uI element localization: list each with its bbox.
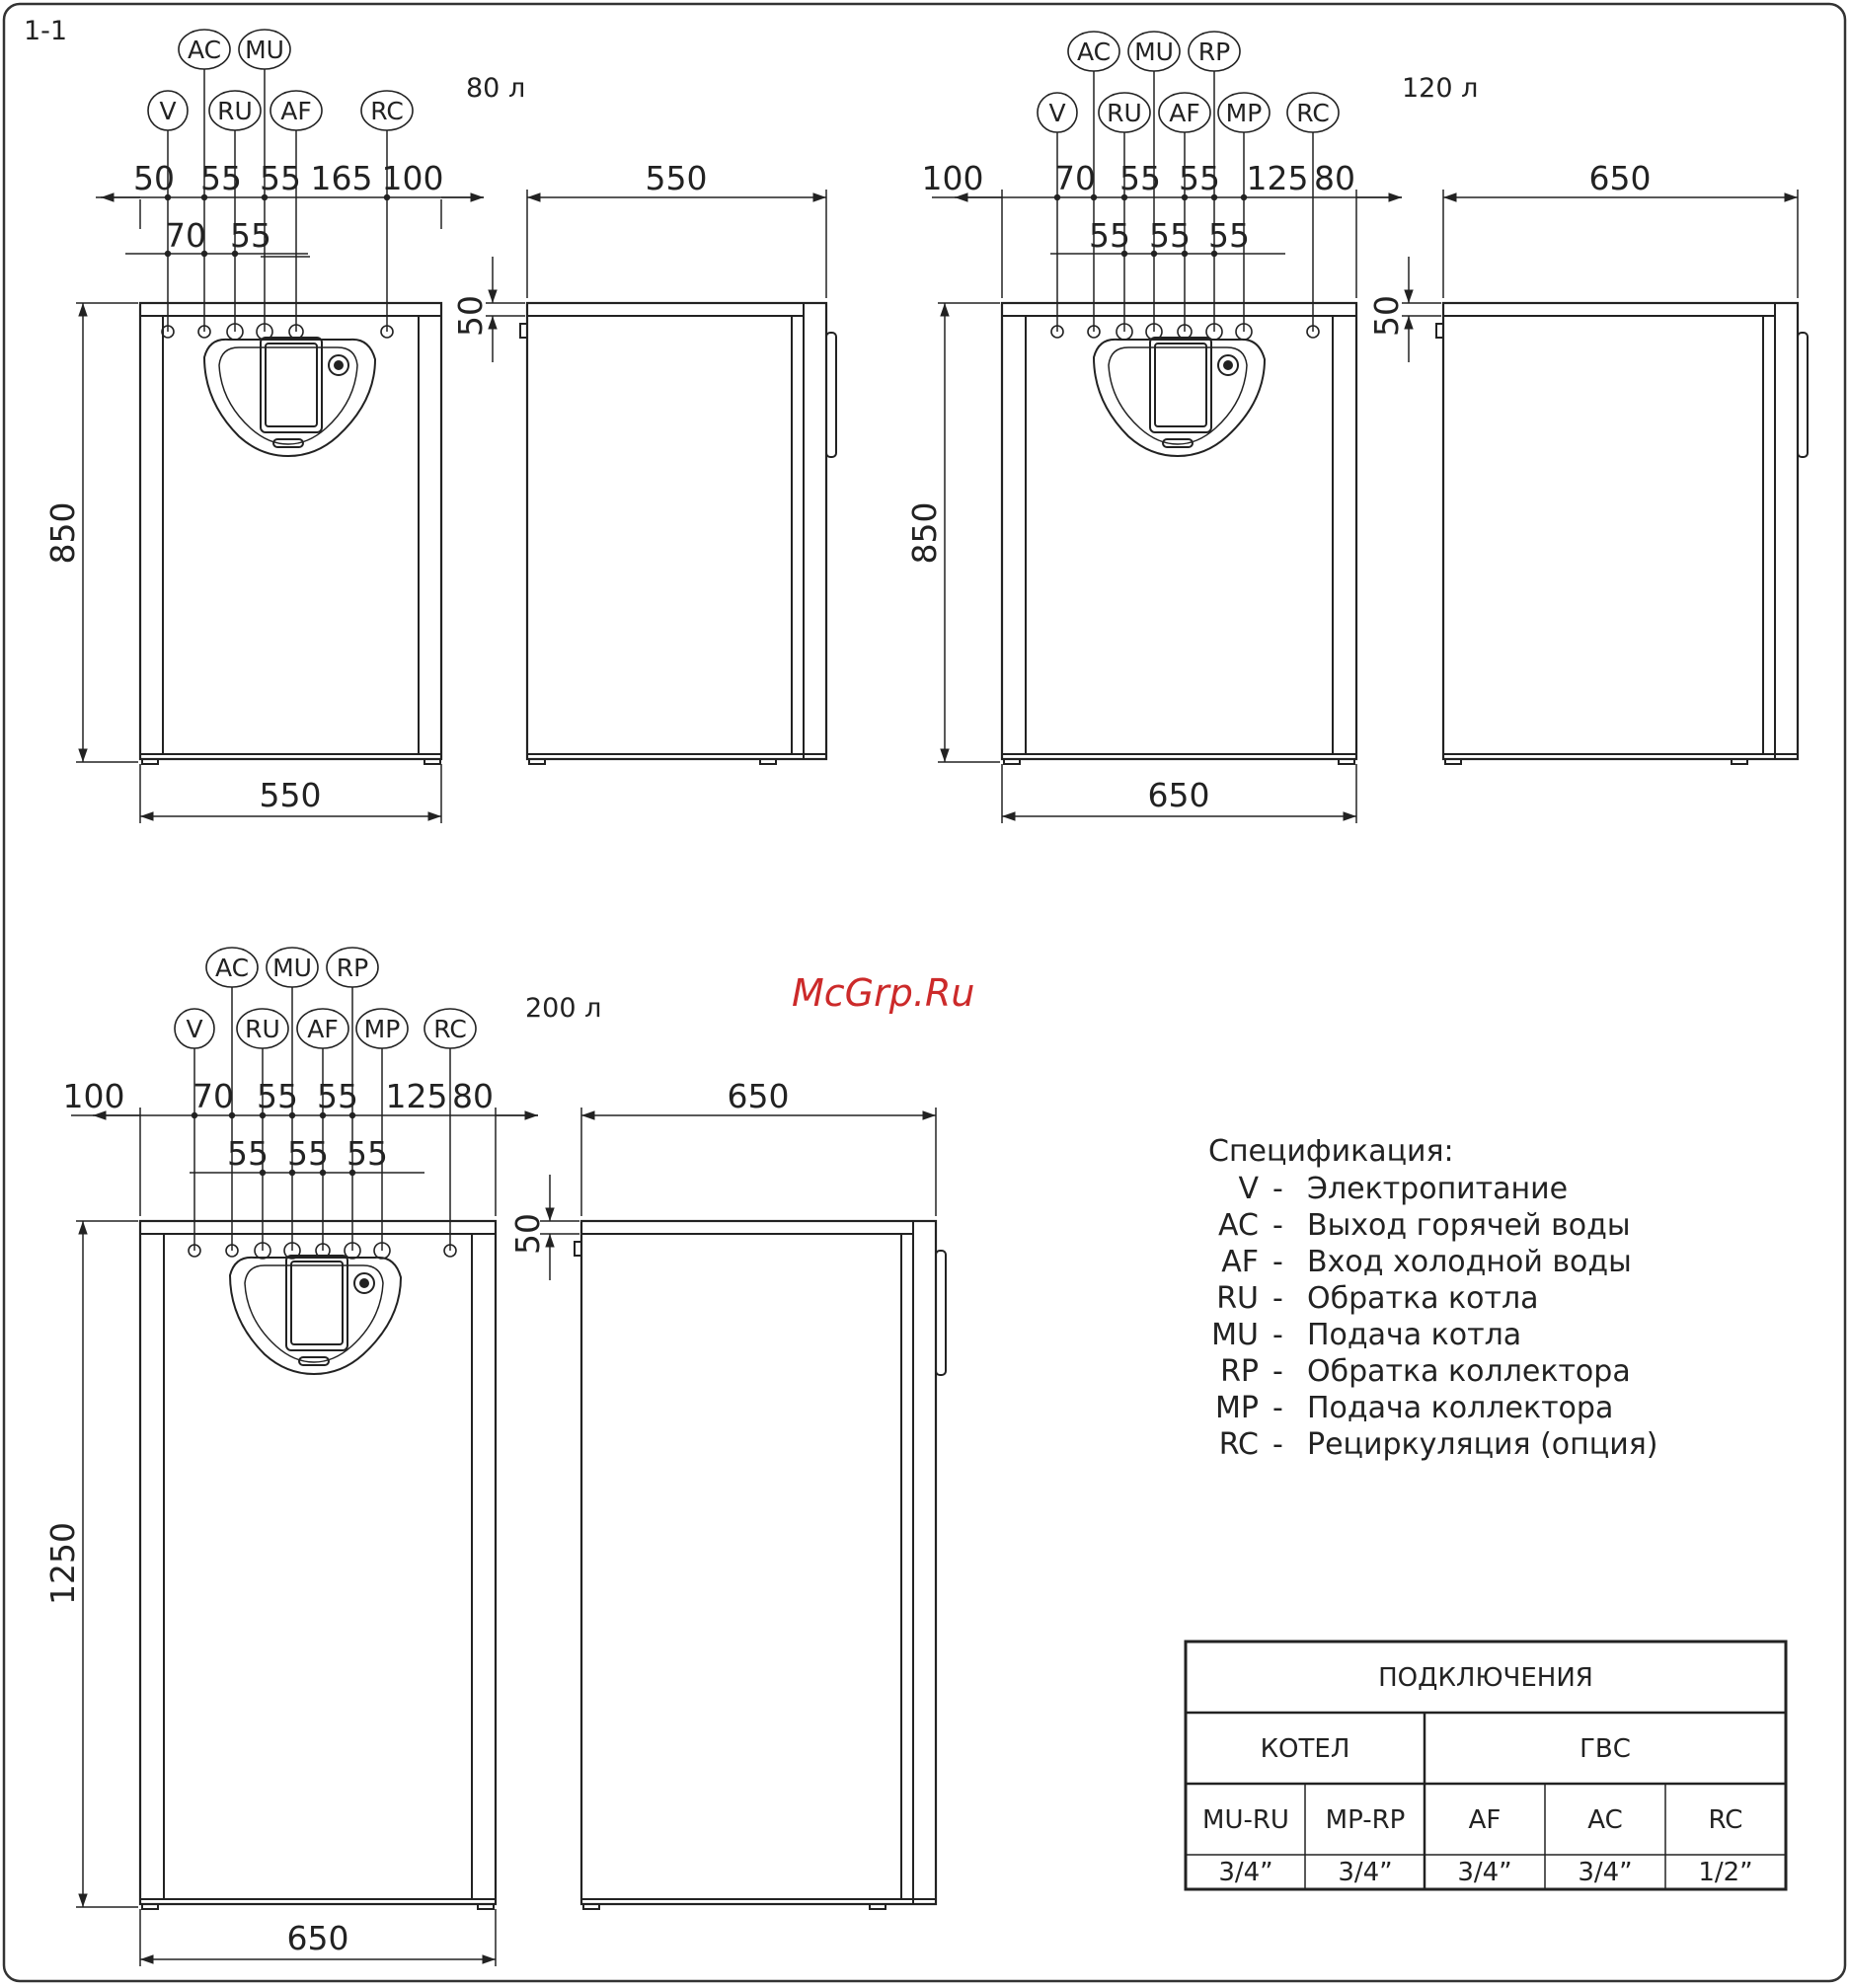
- spec-dash: -: [1272, 1391, 1283, 1425]
- dim-text: 55: [1208, 216, 1250, 255]
- dim-width: 650: [286, 1919, 349, 1957]
- dim-text: 55: [1119, 159, 1161, 197]
- table-group-boiler: КОТЕЛ: [1260, 1734, 1350, 1764]
- dim-width: 550: [259, 776, 322, 814]
- height-dimension: [76, 303, 138, 762]
- boiler-side: [520, 303, 836, 764]
- dim-depth: 650: [1588, 159, 1652, 197]
- conn-label-rp: RP: [336, 954, 369, 982]
- table-cell: 1/2”: [1698, 1858, 1753, 1887]
- boiler-front: [1002, 303, 1356, 764]
- dim-text: 55: [227, 1134, 269, 1173]
- conn-label-af: AF: [280, 97, 312, 125]
- dim-text: 100: [62, 1077, 125, 1115]
- dim-height: 1250: [43, 1522, 82, 1605]
- spec-code: RU: [1216, 1281, 1259, 1316]
- table-header: MU-RU: [1202, 1805, 1289, 1835]
- dim-text: 70: [193, 1077, 234, 1115]
- dim-text: 55: [317, 1077, 358, 1115]
- spec-desc: Вход холодной воды: [1307, 1245, 1632, 1279]
- spec-dash: -: [1272, 1427, 1283, 1462]
- dim-depth: 550: [645, 159, 708, 197]
- spec-item: [1211, 1318, 1521, 1352]
- spec-desc: Обратка котла: [1307, 1281, 1539, 1316]
- conn-label-ru: RU: [217, 97, 253, 125]
- conn-label-rc: RC: [370, 97, 404, 125]
- conn-label-af: AF: [1169, 99, 1200, 127]
- dim-text: 50: [133, 159, 175, 197]
- conn-label-ru: RU: [245, 1015, 280, 1043]
- dim-text: 55: [1149, 216, 1191, 255]
- conn-label-rc: RC: [433, 1015, 467, 1043]
- dim-text: 125: [385, 1077, 448, 1115]
- conn-label-ru: RU: [1107, 99, 1142, 127]
- dim-offset: 50: [1367, 295, 1406, 337]
- spec-dash: -: [1272, 1245, 1283, 1279]
- spec-code: MU: [1211, 1318, 1259, 1352]
- spec-code: AC: [1218, 1208, 1259, 1243]
- spec-item: [1238, 1172, 1568, 1206]
- view-volume: 200 л: [525, 993, 602, 1024]
- dim-width: 650: [1147, 776, 1210, 814]
- spec-desc: Электропитание: [1307, 1172, 1569, 1206]
- conn-label-mp: MP: [363, 1015, 401, 1043]
- table-header: MP-RP: [1325, 1805, 1406, 1835]
- dim-text: 55: [257, 1077, 298, 1115]
- dim-height: 850: [905, 501, 944, 565]
- spec-item: [1219, 1427, 1658, 1462]
- dim-text: 165: [310, 159, 373, 197]
- dim-text: 55: [260, 159, 301, 197]
- conn-label-ac: AC: [187, 36, 222, 64]
- side-depth-dimension: [486, 190, 826, 362]
- dim-text: 70: [1054, 159, 1096, 197]
- drawing-frame: [2, 2, 1847, 1983]
- conn-label-v: V: [186, 1015, 203, 1043]
- leader-lines: [168, 69, 387, 332]
- spec-dash: -: [1272, 1354, 1283, 1389]
- spec-item: [1218, 1208, 1631, 1243]
- technical-drawing: [2, 2, 1847, 1983]
- view-80l: [43, 30, 836, 823]
- spec-code: AF: [1221, 1245, 1259, 1279]
- spec-dash: -: [1272, 1281, 1283, 1316]
- dim-text: 55: [1179, 159, 1220, 197]
- conn-label-ac: AC: [1076, 38, 1112, 66]
- conn-label-mu: MU: [1134, 38, 1174, 66]
- dim-offset: 50: [508, 1213, 547, 1255]
- spec-code: V: [1238, 1172, 1259, 1206]
- dim-text: 55: [200, 159, 242, 197]
- conn-label-af: AF: [307, 1015, 339, 1043]
- dim-text: 100: [921, 159, 984, 197]
- spec-item: [1221, 1245, 1632, 1279]
- boiler-side: [1436, 303, 1808, 764]
- conn-label-mp: MP: [1225, 99, 1263, 127]
- dim-depth: 650: [727, 1077, 790, 1115]
- conn-label-mu: MU: [272, 954, 312, 982]
- table-cell: 3/4”: [1338, 1858, 1393, 1887]
- spec-desc: Рециркуляция (опция): [1307, 1427, 1658, 1462]
- spec-dash: -: [1272, 1172, 1283, 1206]
- conn-label-ac: AC: [214, 954, 250, 982]
- dim-text: 55: [1089, 216, 1130, 255]
- spec-code: MP: [1215, 1391, 1259, 1425]
- connections-table: [1186, 1642, 1786, 1889]
- boiler-front: [140, 1221, 496, 1909]
- spec-title: Спецификация:: [1208, 1134, 1454, 1169]
- dim-height: 850: [43, 501, 82, 565]
- boiler-side: [575, 1221, 946, 1909]
- table-cell: 3/4”: [1578, 1858, 1633, 1887]
- conn-label-v: V: [159, 97, 177, 125]
- table-cell: 3/4”: [1457, 1858, 1512, 1887]
- spec-desc: Подача котла: [1307, 1318, 1522, 1352]
- conn-label-v: V: [1048, 99, 1066, 127]
- table-cell: 3/4”: [1218, 1858, 1273, 1887]
- conn-label-rc: RC: [1296, 99, 1330, 127]
- spec-item: [1220, 1354, 1631, 1389]
- view-120l: [905, 32, 1808, 823]
- table-header: AF: [1468, 1805, 1502, 1835]
- spec-item: [1216, 1281, 1538, 1316]
- spec-desc: Обратка коллектора: [1307, 1354, 1631, 1389]
- spec-item: [1215, 1391, 1613, 1425]
- spec-code: RP: [1220, 1354, 1259, 1389]
- spec-dash: -: [1272, 1208, 1283, 1243]
- spec-desc: Подача коллектора: [1307, 1391, 1614, 1425]
- dim-text: 100: [381, 159, 444, 197]
- dim-offset: 50: [451, 295, 490, 337]
- view-volume: 120 л: [1402, 73, 1479, 104]
- conn-label-mu: MU: [245, 36, 284, 64]
- spec-dash: -: [1272, 1318, 1283, 1352]
- watermark: McGrp.Ru: [792, 971, 975, 1015]
- conn-label-rp: RP: [1197, 38, 1231, 66]
- table-header: RC: [1708, 1805, 1743, 1835]
- specification-list: [1208, 1134, 1657, 1462]
- dim-text: 70: [165, 216, 206, 255]
- table-group-dhw: ГВС: [1579, 1734, 1631, 1764]
- dim-text: 80: [452, 1077, 494, 1115]
- dim-text: 80: [1314, 159, 1355, 197]
- boiler-front: [140, 303, 441, 764]
- spec-desc: Выход горячей воды: [1307, 1208, 1631, 1243]
- view-volume: 80 л: [466, 73, 526, 104]
- dim-text: 55: [347, 1134, 388, 1173]
- table-title: ПОДКЛЮЧЕНИЯ: [1378, 1663, 1593, 1693]
- view-200l: [43, 948, 946, 1966]
- table-header: AC: [1587, 1805, 1623, 1835]
- figure-id: 1-1: [24, 16, 68, 46]
- dim-text: 55: [230, 216, 271, 255]
- dim-text: 55: [287, 1134, 329, 1173]
- top-dimension: [96, 195, 484, 258]
- spec-code: RC: [1218, 1427, 1259, 1462]
- dim-text: 125: [1246, 159, 1309, 197]
